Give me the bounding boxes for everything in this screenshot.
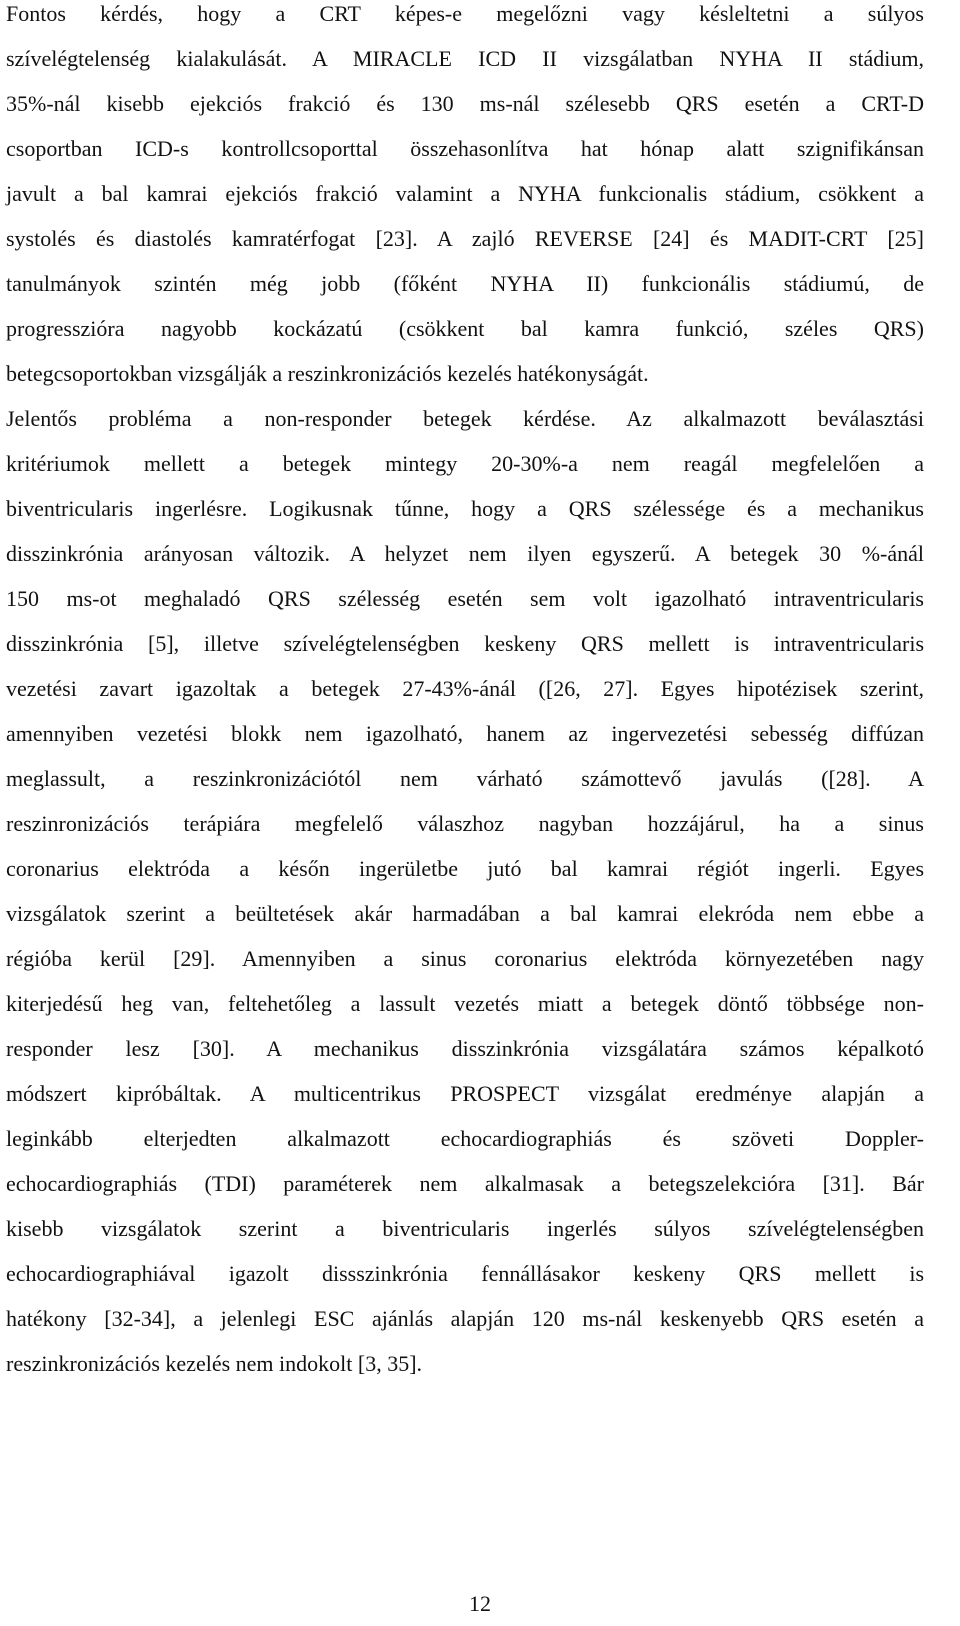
text-line: meglassult, a reszinkronizációtól nem várható számottevő javulás ([28]. A [6, 766, 924, 791]
text-line: betegcsoportokban vizsgálják a reszinkronizációs kezelés hatékonyságát. [6, 361, 649, 386]
text-line: vizsgálatok szerint a beültetések akár harmadában a bal kamrai elekróda nem ebbe a [6, 901, 924, 926]
text-line: vezetési zavart igazoltak a betegek 27-43%-ánál ([26, 27]. Egyes hipotézisek szerint, [6, 676, 924, 701]
text-line: 150 ms-ot meghaladó QRS szélesség esetén sem volt igazolható intraventricularis [6, 586, 924, 611]
page-number: 12 [469, 1591, 491, 1616]
text-line: javult a bal kamrai ejekciós frakció valamint a NYHA funkcionalis stádium, csökkent a [6, 181, 924, 206]
text-line: echocardiographiás (TDI) paraméterek nem alkalmasak a betegszelekcióra [31]. Bár [6, 1171, 924, 1196]
text-line: echocardiographiával igazolt dissszinkrónia fennállásakor keskeny QRS mellett is [6, 1261, 924, 1286]
text-line: 35%-nál kisebb ejekciós frakció és 130 ms-nál szélesebb QRS esetén a CRT-D [6, 91, 924, 116]
text-line: leginkább elterjedten alkalmazott echocardiographiás és szöveti Doppler- [6, 1126, 924, 1151]
text-line: systolés és diastolés kamratérfogat [23]. A zajló REVERSE [24] és MADIT-CRT [25] [6, 226, 924, 251]
text-line: kisebb vizsgálatok szerint a biventricularis ingerlés súlyos szívelégtelenségben [6, 1216, 924, 1241]
text-line: amennyiben vezetési blokk nem igazolható, hanem az ingervezetési sebesség diffúzan [6, 721, 924, 746]
text-line: kritériumok mellett a betegek mintegy 20-30%-a nem reagál megfelelően a [6, 451, 924, 476]
text-line: tanulmányok szintén még jobb (főként NYHA II) funkcionális stádiumú, de [6, 271, 924, 296]
text-line: régióba kerül [29]. Amennyiben a sinus coronarius elektróda környezetében nagy [6, 946, 924, 971]
text-line: responder lesz [30]. A mechanikus disszinkrónia vizsgálatára számos képalkotó [6, 1036, 924, 1061]
text-line: hatékony [32-34], a jelenlegi ESC ajánlás alapján 120 ms-nál keskenyebb QRS esetén a [6, 1306, 924, 1331]
text-line: kiterjedésű heg van, feltehetőleg a lassult vezetés miatt a betegek döntő többsége non- [6, 991, 924, 1016]
text-line: coronarius elektróda a későn ingerületbe jutó bal kamrai régiót ingerli. Egyes [6, 856, 924, 881]
text-line: reszinkronizációs kezelés nem indokolt [3, 35]. [6, 1351, 423, 1376]
text-line: disszinkrónia arányosan változik. A helyzet nem ilyen egyszerű. A betegek 30 %-ánál [6, 541, 924, 566]
text-line: Fontos kérdés, hogy a CRT képes-e megelőzni vagy késleltetni a súlyos [6, 1, 924, 26]
text-line: Jelentős probléma a non-responder betegek kérdése. Az alkalmazott beválasztási [6, 406, 924, 431]
text-line: disszinkrónia [5], illetve szívelégtelenségben keskeny QRS mellett is intraventricularis [6, 631, 924, 656]
text-line: progresszióra nagyobb kockázatú (csökkent bal kamra funkció, széles QRS) [6, 316, 924, 341]
text-line: csoportban ICD-s kontrollcsoporttal összehasonlítva hat hónap alatt szignifikánsan [6, 136, 924, 161]
text-line: reszinronizációs terápiára megfelelő válaszhoz nagyban hozzájárul, ha a sinus [6, 811, 924, 836]
text-line: biventricularis ingerlésre. Logikusnak tűnne, hogy a QRS szélessége és a mechanikus [6, 496, 924, 521]
text-line: szívelégtelenség kialakulását. A MIRACLE ICD II vizsgálatban NYHA II stádium, [6, 46, 924, 71]
text-line: módszert kipróbáltak. A multicentrikus PROSPECT vizsgálat eredménye alapján a [6, 1081, 924, 1106]
